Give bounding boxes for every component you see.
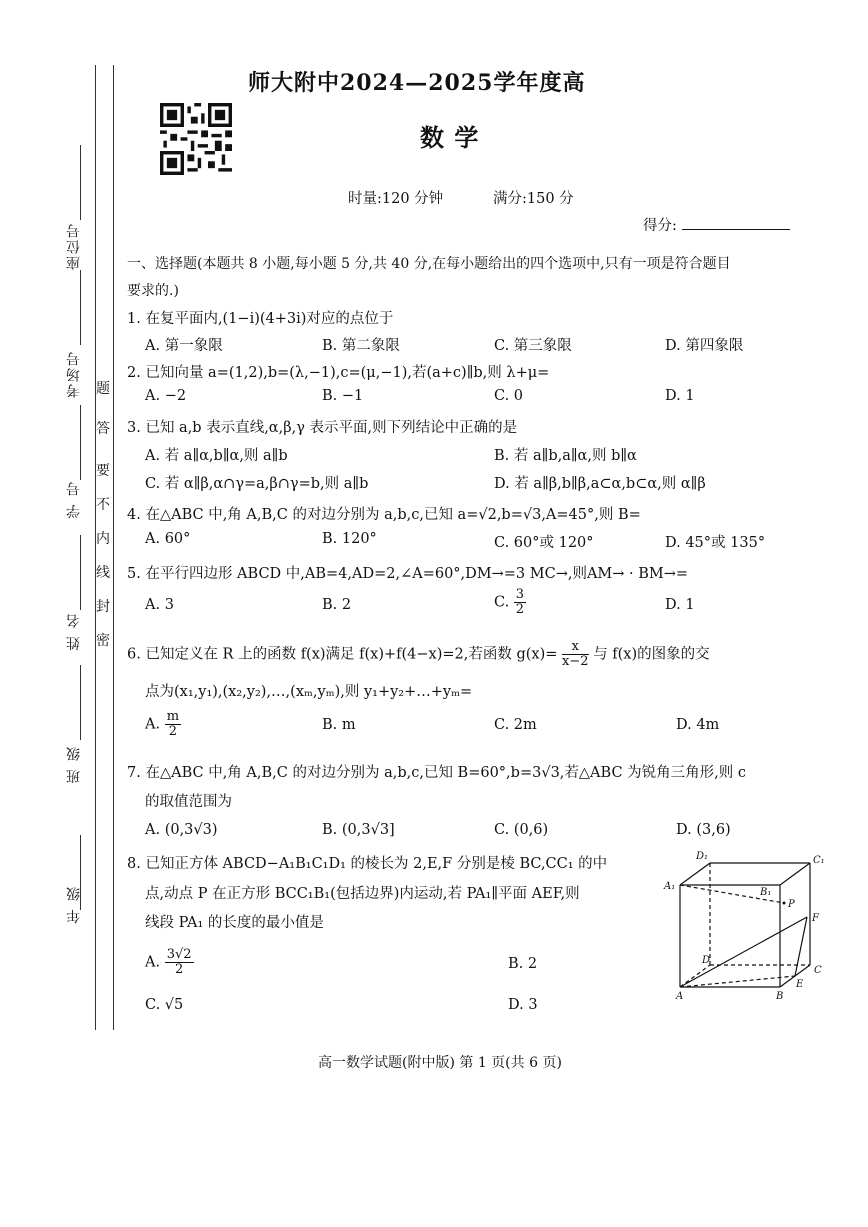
option-c-label: C. (494, 594, 510, 611)
question-stem: 7. 在△ABC 中,角 A,B,C 的对边分别为 a,b,c,已知 B=60°,b=3√3,若△ABC 为锐角三角形,则 c (127, 765, 746, 781)
exam-room-blank (80, 270, 81, 345)
label-P: P (788, 899, 795, 910)
stem-tail: 与 f(x)的图象的交 (593, 646, 710, 663)
label-A1: A₁ (664, 881, 676, 892)
frac-numerator: x (562, 640, 589, 655)
class-label: 班 级 (66, 745, 82, 784)
option-d: D. (3,6) (676, 822, 731, 838)
seat-no-blank (80, 145, 81, 220)
student-no-label: 学 号 (66, 480, 82, 519)
cube-figure (660, 845, 840, 1005)
question-stem-cont: 点为(x₁,y₁),(x₂,y₂),…,(xₘ,yₘ),则 y₁+y₂+…+yₘ= (145, 684, 473, 700)
question-stem: 1. 在复平面内,(1−i)(4+3i)对应的点位于 (127, 311, 394, 327)
option-a: A. −2 (145, 388, 187, 404)
option-a (145, 710, 181, 739)
qr-code-icon (160, 103, 232, 175)
question-stem-cont: 点,动点 P 在正方形 BCC₁B₁(包括边界)内运动,若 PA₁∥平面 AEF,则 (145, 886, 580, 902)
binding-line-inner (113, 65, 114, 1030)
option-b: B. 2 (322, 597, 352, 613)
frac-denominator: 2 (174, 962, 184, 977)
seal-char: 不 (96, 497, 110, 513)
label-E: E (796, 979, 804, 990)
option-a-fraction (165, 710, 181, 739)
name-blank (80, 535, 81, 610)
exam-title: 师大附中2024—2025学年度高 (248, 70, 586, 96)
option-c: C. 若 α∥β,α∩γ=a,β∩γ=b,则 a∥b (145, 476, 369, 492)
grade-label: 年 级 (66, 885, 82, 924)
option-a: A. (0,3√3) (145, 822, 218, 838)
seal-char: 封 (96, 599, 110, 615)
question-stem (127, 640, 710, 669)
option-c (494, 588, 526, 617)
label-B: B (776, 991, 784, 1002)
option-a: A. 若 a∥α,b∥α,则 a∥b (145, 448, 288, 464)
time-limit: 时量:120 分钟 (348, 191, 444, 207)
option-a: A. 第一象限 (145, 338, 223, 354)
option-c: C. 第三象限 (494, 338, 572, 354)
score-label: 得分: (643, 218, 677, 234)
question-stem: 2. 已知向量 a=(1,2),b=(λ,−1),c=(μ,−1),若(a+c)∥b,则 λ+μ= (127, 365, 550, 381)
student-no-blank (80, 405, 81, 480)
option-d: D. 4m (676, 717, 720, 733)
option-c: C. 2m (494, 717, 537, 733)
label-B1: B₁ (760, 887, 772, 898)
label-F: F (812, 913, 819, 924)
option-d: D. 若 a∥β,b∥β,a⊂α,b⊂α,则 α∥β (494, 476, 706, 492)
seal-char: 内 (96, 531, 110, 547)
option-b: B. 2 (508, 956, 538, 972)
option-b: B. m (322, 717, 356, 733)
frac-numerator: 3√2 (166, 947, 192, 962)
frac-denominator: 2 (515, 602, 525, 617)
subject-title: 数 学 (420, 123, 480, 152)
question-stem-cont: 线段 PA₁ 的长度的最小值是 (145, 915, 324, 931)
label-D: D (702, 955, 711, 966)
score-blank (682, 229, 790, 230)
option-b: B. 120° (322, 531, 377, 547)
page-footer: 高一数学试题(附中版) 第 1 页(共 6 页) (318, 1055, 562, 1071)
seal-char: 题 (96, 381, 110, 397)
option-c: C. √5 (145, 997, 184, 1013)
question-stem: 8. 已知正方体 ABCD−A₁B₁C₁D₁ 的棱长为 2,E,F 分别是棱 BC,CC₁ 的中 (127, 856, 608, 872)
frac-numerator: 3 (515, 587, 525, 602)
g-fraction (562, 640, 589, 669)
frac-denominator: 2 (168, 724, 177, 739)
option-a-label: A. (145, 954, 161, 971)
seal-char: 线 (96, 565, 110, 581)
label-A: A (676, 991, 684, 1002)
question-stem: 3. 已知 a,b 表示直线,α,β,γ 表示平面,则下列结论中正确的是 (127, 420, 518, 436)
name-label: 姓 名 (66, 612, 82, 651)
question-stem-cont: 的取值范围为 (145, 794, 232, 810)
seat-no-label: 座位号 (66, 222, 82, 270)
seal-char: 密 (96, 633, 110, 649)
label-D1: D₁ (696, 851, 709, 862)
question-stem: 5. 在平行四边形 ABCD 中,AB=4,AD=2,∠A=60°,DM→=3 MC→,则AM→ · BM→= (127, 566, 689, 582)
option-b: B. 若 a∥b,a∥α,则 b∥α (494, 448, 637, 464)
stem-head: 6. 已知定义在 R 上的函数 f(x)满足 f(x)+f(4−x)=2,若函数 g(x)= (127, 646, 558, 663)
option-d: D. 第四象限 (665, 338, 744, 354)
option-b: B. (0,3√3] (322, 822, 395, 838)
option-d: D. 1 (665, 597, 695, 613)
label-C1: C₁ (813, 855, 825, 866)
seal-char: 要 (96, 463, 110, 479)
class-blank (80, 665, 81, 740)
option-c-fraction (514, 588, 526, 617)
option-a-label: A. (145, 716, 161, 733)
option-c: C. 60°或 120° (494, 535, 594, 551)
frac-numerator: m (166, 709, 180, 724)
label-C: C (814, 965, 822, 976)
section-heading: 一、选择题(本题共 8 小题,每小题 5 分,共 40 分,在每小题给出的四个选项中,只有一项是符合题目 (127, 256, 731, 272)
exam-room-label: 考场号 (66, 350, 82, 398)
question-stem: 4. 在△ABC 中,角 A,B,C 的对边分别为 a,b,c,已知 a=√2,b=√3,A=45°,则 B= (127, 507, 641, 523)
option-d: D. 45°或 135° (665, 535, 766, 551)
option-a-fraction (165, 948, 194, 977)
option-c: C. (0,6) (494, 822, 549, 838)
option-a (145, 948, 194, 977)
option-a: A. 60° (145, 531, 191, 547)
section-heading-cont: 要求的.) (127, 283, 179, 299)
option-a: A. 3 (145, 597, 174, 613)
frac-denominator: x−2 (562, 654, 589, 669)
full-score: 满分:150 分 (493, 191, 574, 207)
option-b: B. −1 (322, 388, 364, 404)
seal-char: 答 (96, 421, 110, 437)
option-c: C. 0 (494, 388, 524, 404)
option-d: D. 1 (665, 388, 695, 404)
option-d: D. 3 (508, 997, 538, 1013)
option-b: B. 第二象限 (322, 338, 400, 354)
